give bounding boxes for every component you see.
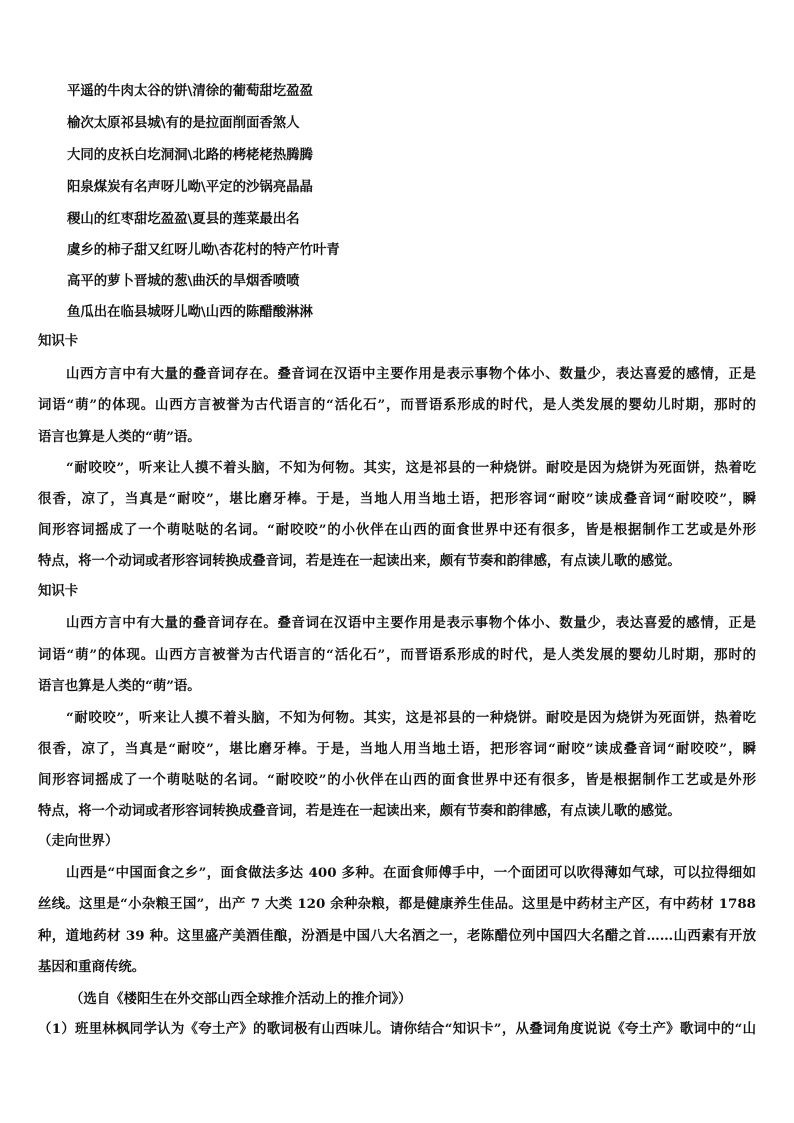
paragraph-line: “耐咬咬”，听来让人摸不着头脑，不知为何物。其实，这是祁县的一种烧饼。耐咬是因为烧饼为死面饼，热着吃 [66,460,756,476]
lyric-line-8: 鱼瓜出在临县城呀儿呦\山西的陈醋酸淋淋 [67,304,313,320]
paragraph-line: 很香，凉了，当真是“耐咬”，堪比磨牙棒。于是，当地人用当地土语，把形容词“耐咬”读成叠音词“耐咬咬”，瞬 [38,491,756,507]
lyric-line-2: 榆次太原祁县城\有的是拉面削面香煞人 [67,115,300,131]
source-citation: （选自《楼阳生在外交部山西全球推介活动上的推介词》） [70,991,412,1007]
paragraph-line: 间形容词摇成了一个萌哒哒的名词。“耐咬咬”的小伙伴在山西的面食世界中还有很多，皆是根据制作工艺或是外形 [38,772,756,788]
section-heading: （走向世界） [38,833,119,849]
knowledge-card-heading: 知识卡 [38,333,79,349]
paragraph-line: 词语“萌”的体现。山西方言被誉为古代语言的“活化石”，而晋语系形成的时代，是人类发展的婴幼儿时期，那时的 [38,647,756,663]
paragraph-line: 语言也算是人类的“萌”语。 [38,429,201,445]
paragraph-line: 很香，凉了，当真是“耐咬”，堪比磨牙棒。于是，当地人用当地土语，把形容词“耐咬”读成叠音词“耐咬咬”，瞬 [38,741,756,757]
paragraph-line: “耐咬咬”，听来让人摸不着头脑，不知为何物。其实，这是祁县的一种烧饼。耐咬是因为烧饼为死面饼，热着吃 [66,710,756,726]
lyric-line-7: 高平的萝卜晋城的葱\曲沃的旱烟香喷喷 [67,273,300,289]
paragraph-line: 基因和重商传统。 [38,959,146,975]
paragraph-line: 特点，将一个动词或者形容词转换成叠音词，若是连在一起读出来，颇有节奏和韵律感，有点读儿歌的感觉。 [38,553,681,569]
paragraph-line: 语言也算是人类的“萌”语。 [38,678,201,694]
paragraph-line: 丝线。这里是“小杂粮王国”，出产 7 大类 120 余种杂粮，都是健康养生佳品。这里是中药材主产区，有中药材 1788 [38,896,756,912]
paragraph-line: 特点，将一个动词或者形容词转换成叠音词，若是连在一起读出来，颇有节奏和韵律感，有点读儿歌的感觉。 [38,803,681,819]
lyric-line-6: 虞乡的柿子甜又红呀儿呦\杏花村的特产竹叶青 [67,242,340,258]
paragraph-line: 词语“萌”的体现。山西方言被誉为古代语言的“活化石”，而晋语系形成的时代，是人类发展的婴幼儿时期，那时的 [38,397,756,413]
paragraph-line: 间形容词摇成了一个萌哒哒的名词。“耐咬咬”的小伙伴在山西的面食世界中还有很多，皆是根据制作工艺或是外形 [38,522,756,538]
lyric-line-3: 大同的皮袄白圪洞洞\北路的栲栳栳热腾腾 [67,147,313,163]
lyric-line-5: 稷山的红枣甜圪盈盈\夏县的莲菜最出名 [67,211,300,227]
paragraph-line: 山西方言中有大量的叠音词存在。叠音词在汉语中主要作用是表示事物个体小、数量少，表达喜爱的感情，正是 [66,615,756,631]
paragraph-line: 山西是“中国面食之乡”，面食做法多达 400 多种。在面食师傅手中，一个面团可以吹得薄如气球，可以拉得细如 [66,865,756,881]
lyric-line-1: 平遥的牛肉太谷的饼\清徐的葡萄甜圪盈盈 [67,83,313,99]
paragraph-line: 种，道地药材 39 种。这里盛产美酒佳酿，汾酒是中国八大名酒之一，老陈醋位列中国四大名醋之首……山西素有开放 [38,928,756,944]
lyric-line-4: 阳泉煤炭有名声呀儿呦\平定的沙锅亮晶晶 [67,179,313,195]
question-text: （1）班里林枫同学认为《夸土产》的歌词极有山西味儿。请你结合“知识卡”，从叠词角度说说《夸土产》歌词中的“山 [38,1021,756,1037]
knowledge-card-heading: 知识卡 [38,583,79,599]
paragraph-line: 山西方言中有大量的叠音词存在。叠音词在汉语中主要作用是表示事物个体小、数量少，表达喜爱的感情，正是 [66,366,756,382]
